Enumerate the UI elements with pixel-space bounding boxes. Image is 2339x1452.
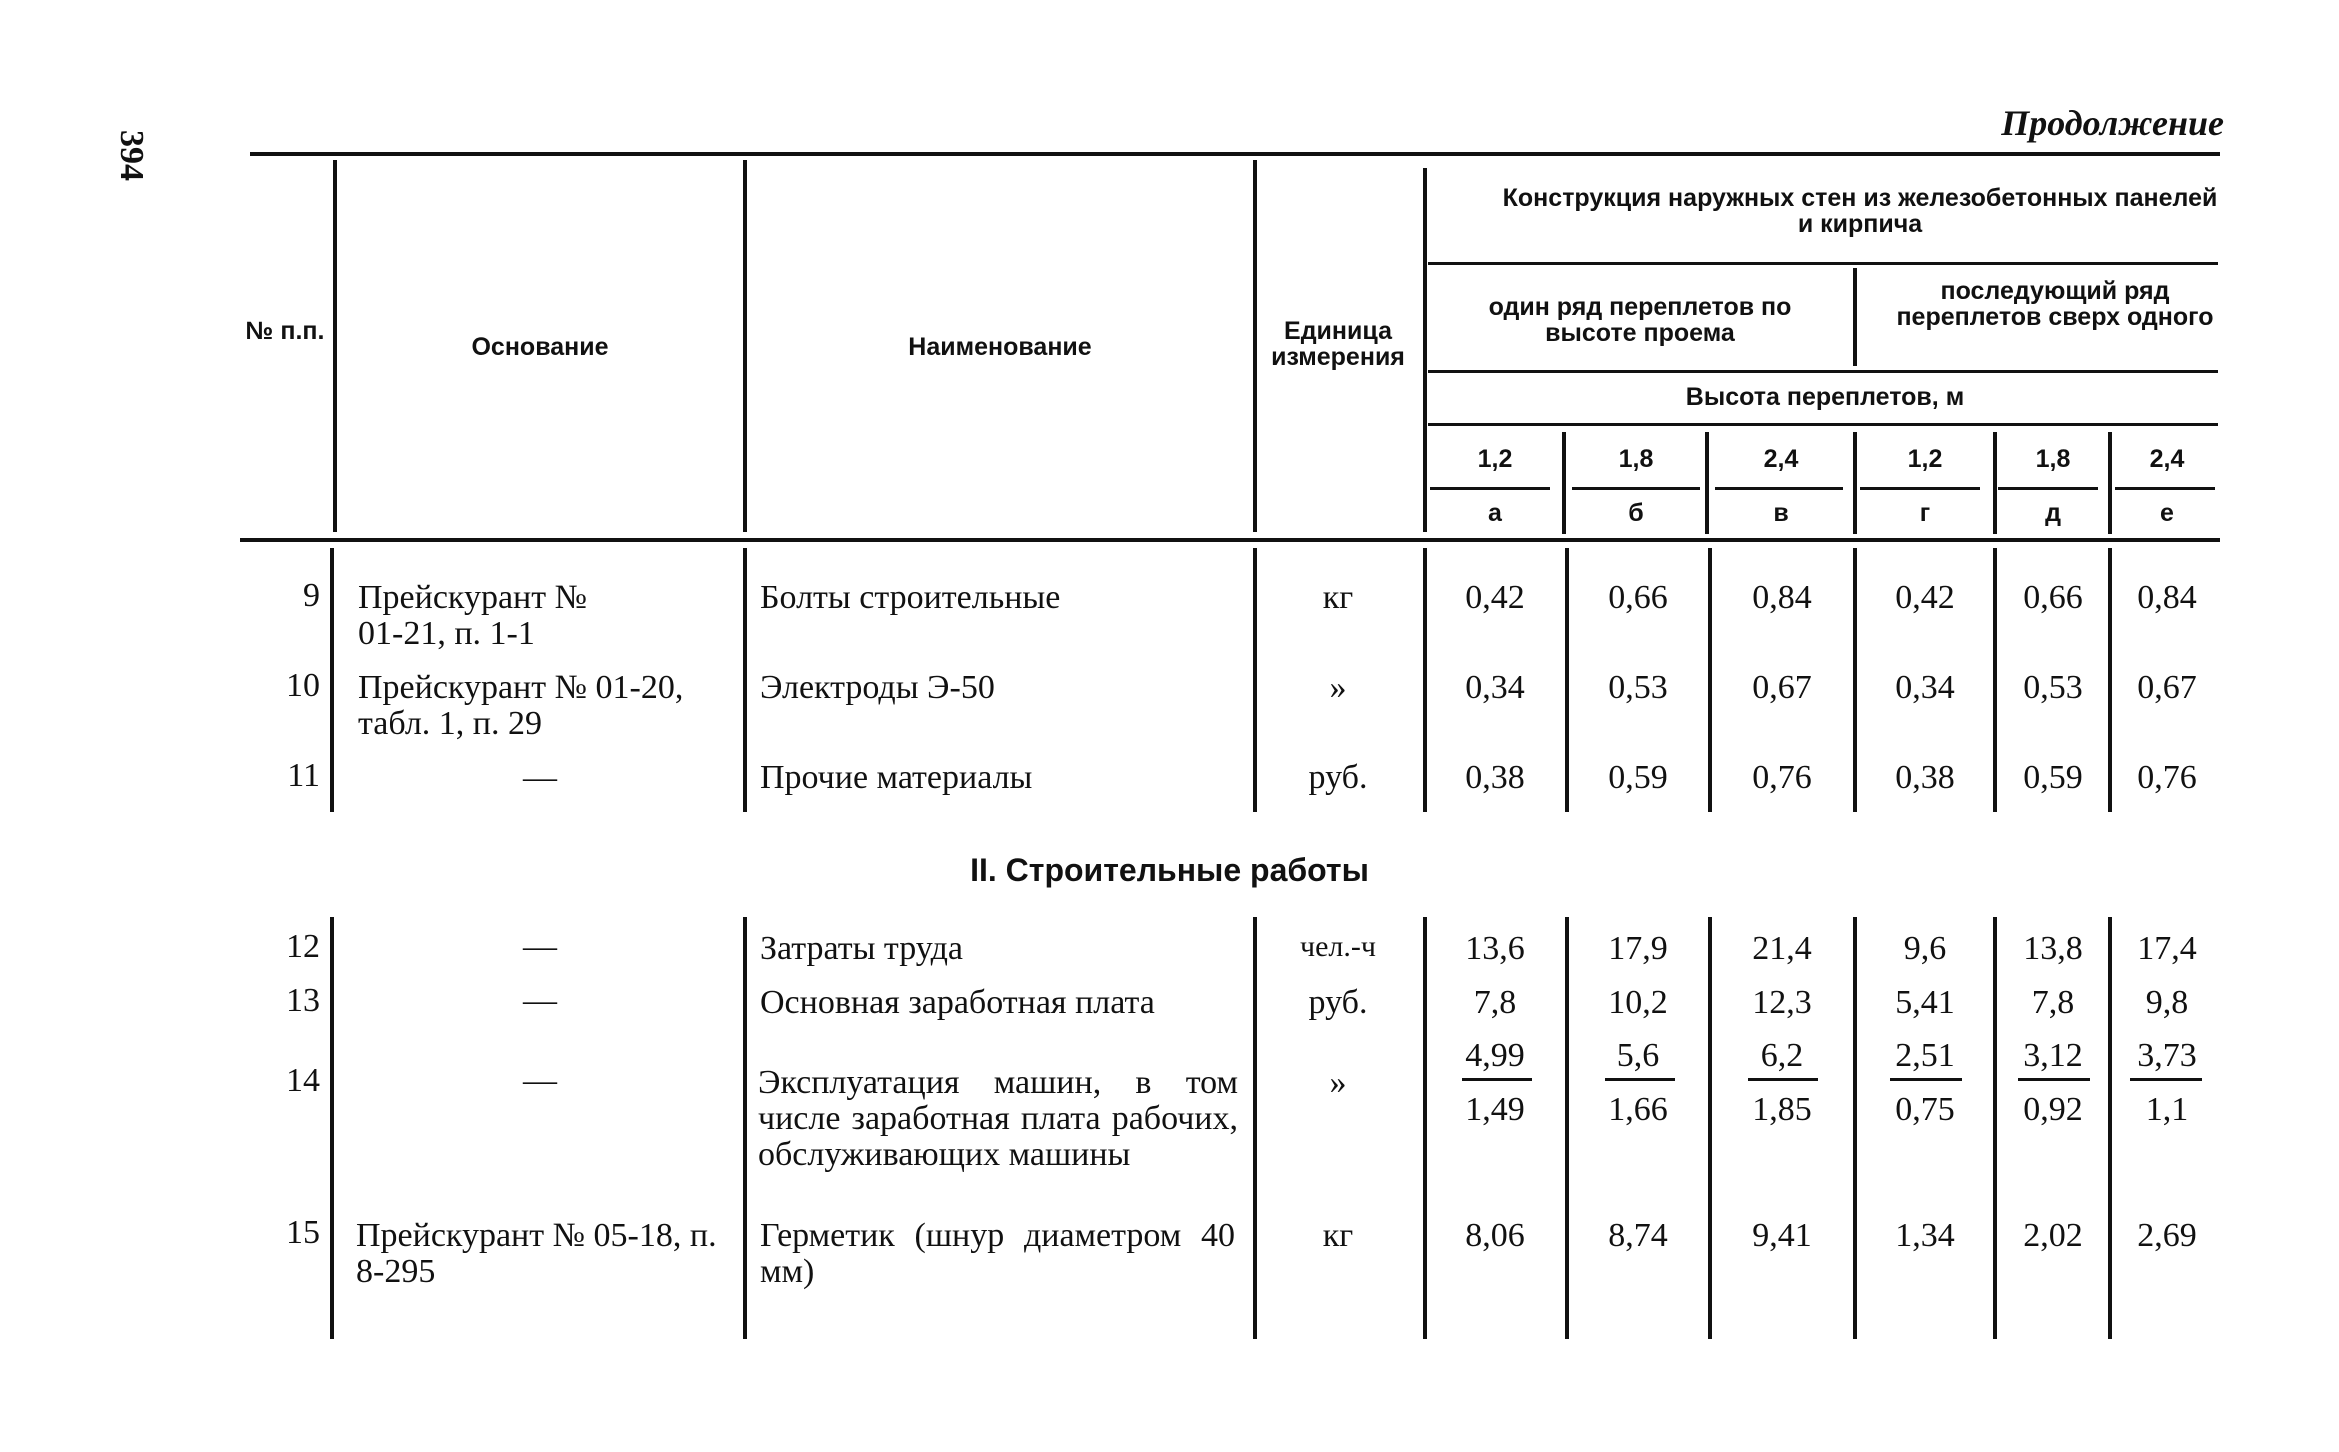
row-name: Прочие материалы bbox=[760, 759, 1033, 796]
row-basis: — bbox=[523, 1062, 557, 1099]
row-denominator: 1,85 bbox=[1752, 1091, 1812, 1128]
row-value: 17,9 bbox=[1608, 930, 1668, 967]
header-col-letter: е bbox=[2160, 499, 2174, 527]
row-value: 13,8 bbox=[2023, 930, 2083, 967]
row-value: 0,38 bbox=[1465, 759, 1525, 796]
vrule bbox=[2108, 917, 2112, 1339]
vrule bbox=[1562, 432, 1566, 534]
vrule bbox=[1853, 917, 1857, 1339]
row-value: 0,84 bbox=[1752, 579, 1812, 616]
row-value: 0,67 bbox=[2137, 669, 2197, 706]
row-value: 0,42 bbox=[1465, 579, 1525, 616]
header-col-letter: г bbox=[1919, 499, 1931, 527]
row-value: 7,8 bbox=[1473, 984, 1517, 1021]
row-value: 0,34 bbox=[1465, 669, 1525, 706]
row-unit: чел.-ч bbox=[1300, 930, 1376, 963]
vrule bbox=[743, 160, 747, 532]
height-label-rule bbox=[1428, 423, 2218, 426]
vrule bbox=[1993, 432, 1997, 534]
row-value: 8,74 bbox=[1608, 1217, 1668, 1254]
fraction-bar bbox=[1890, 1078, 1962, 1081]
vrule bbox=[1423, 548, 1427, 812]
row-value: 2,69 bbox=[2137, 1217, 2197, 1254]
row-number: 9 bbox=[303, 577, 320, 614]
row-number: 13 bbox=[286, 982, 320, 1019]
row-number: 14 bbox=[286, 1062, 320, 1099]
row-name: Герметик (шнур диаметром 40 мм) bbox=[760, 1217, 1235, 1290]
height-values-rule-2 bbox=[1572, 487, 1700, 490]
row-value: 1,34 bbox=[1895, 1217, 1955, 1254]
vrule bbox=[1708, 917, 1712, 1339]
row-name: Эксплуатация машин, в том числе заработная плата рабочих, обслуживающих машины bbox=[758, 1064, 1238, 1174]
vrule bbox=[2108, 548, 2112, 812]
vrule bbox=[1705, 432, 1709, 534]
row-value: 8,06 bbox=[1465, 1217, 1525, 1254]
vrule bbox=[333, 160, 337, 532]
header-height-value: 2,4 bbox=[2149, 445, 2185, 473]
section-title: II. Строительные работы bbox=[970, 852, 1369, 888]
row-value: 9,6 bbox=[1903, 930, 1947, 967]
row-basis: — bbox=[523, 928, 557, 965]
fraction-bar bbox=[2018, 1078, 2090, 1081]
row-unit: руб. bbox=[1308, 984, 1368, 1021]
row-number: 11 bbox=[287, 757, 320, 794]
row-numerator: 6,2 bbox=[1760, 1037, 1804, 1074]
group-rule bbox=[1428, 262, 2218, 265]
vrule bbox=[1565, 917, 1569, 1339]
row-basis: Прейскурант № 01-20, табл. 1, п. 29 bbox=[358, 669, 684, 742]
row-value: 0,34 bbox=[1895, 669, 1955, 706]
header-col-letter: в bbox=[1773, 499, 1789, 527]
header-col-letter: а bbox=[1488, 499, 1502, 527]
header-height-value: 2,4 bbox=[1763, 445, 1799, 473]
row-value: 0,53 bbox=[1608, 669, 1668, 706]
row-number: 10 bbox=[286, 667, 320, 704]
header-height-value: 1,8 bbox=[1618, 445, 1654, 473]
fraction-bar bbox=[1748, 1078, 1818, 1081]
vrule bbox=[330, 917, 334, 1339]
row-basis: — bbox=[523, 982, 557, 1019]
row-value: 0,67 bbox=[1752, 669, 1812, 706]
row-value: 0,59 bbox=[1608, 759, 1668, 796]
vrule bbox=[1853, 432, 1857, 534]
row-numerator: 5,6 bbox=[1616, 1037, 1660, 1074]
row-value: 12,3 bbox=[1752, 984, 1812, 1021]
row-value: 5,41 bbox=[1895, 984, 1955, 1021]
row-value: 7,8 bbox=[2031, 984, 2075, 1021]
row-value: 0,53 bbox=[2023, 669, 2083, 706]
continuation-label: Продолжение bbox=[2001, 103, 2224, 143]
vrule bbox=[743, 917, 747, 1339]
vrule bbox=[1993, 548, 1997, 812]
vrule bbox=[1253, 548, 1257, 812]
row-value: 0,59 bbox=[2023, 759, 2083, 796]
row-unit: » bbox=[1329, 669, 1347, 706]
vrule bbox=[1853, 548, 1857, 812]
row-value: 0,66 bbox=[2023, 579, 2083, 616]
row-value: 9,8 bbox=[2145, 984, 2189, 1021]
vrule bbox=[330, 548, 334, 812]
row-unit: руб. bbox=[1308, 759, 1368, 796]
row-name: Болты строительные bbox=[760, 579, 1061, 616]
height-values-rule-4 bbox=[1860, 487, 1980, 490]
row-number: 15 bbox=[286, 1214, 320, 1251]
row-numerator: 2,51 bbox=[1895, 1037, 1955, 1074]
row-value: 0,38 bbox=[1895, 759, 1955, 796]
vrule bbox=[1253, 160, 1257, 532]
header-col-no: № п.п. bbox=[245, 317, 325, 345]
row-denominator: 0,75 bbox=[1895, 1091, 1955, 1128]
height-values-rule-5 bbox=[1998, 487, 2098, 490]
vrule bbox=[2108, 432, 2112, 534]
row-name: Электроды Э-50 bbox=[760, 669, 995, 706]
row-numerator: 3,12 bbox=[2023, 1037, 2083, 1074]
fraction-bar bbox=[2130, 1078, 2202, 1081]
row-denominator: 1,1 bbox=[2145, 1091, 2189, 1128]
vrule bbox=[1708, 548, 1712, 812]
subgroup-rule bbox=[1428, 370, 2218, 373]
row-value: 21,4 bbox=[1752, 930, 1812, 967]
row-denominator: 1,66 bbox=[1608, 1091, 1668, 1128]
row-numerator: 3,73 bbox=[2137, 1037, 2197, 1074]
header-subgroup-1: один ряд переплетов по высоте проема bbox=[1488, 293, 1792, 348]
row-denominator: 1,49 bbox=[1465, 1091, 1525, 1128]
height-values-rule-6 bbox=[2115, 487, 2215, 490]
row-value: 0,84 bbox=[2137, 579, 2197, 616]
row-denominator: 0,92 bbox=[2023, 1091, 2083, 1128]
height-values-rule-1 bbox=[1430, 487, 1550, 490]
header-col-letter: б bbox=[1628, 499, 1644, 527]
row-value: 17,4 bbox=[2137, 930, 2197, 967]
row-numerator: 4,99 bbox=[1465, 1037, 1525, 1074]
row-value: 0,76 bbox=[2137, 759, 2197, 796]
header-height-value: 1,2 bbox=[1907, 445, 1943, 473]
header-col-letter: д bbox=[2045, 499, 2061, 527]
vrule bbox=[1565, 548, 1569, 812]
fraction-bar bbox=[1605, 1078, 1675, 1081]
table-top-rule bbox=[250, 152, 2220, 156]
row-name: Затраты труда bbox=[760, 930, 964, 967]
header-col-name: Наименование bbox=[908, 333, 1092, 361]
vrule bbox=[1423, 917, 1427, 1339]
header-group-title: Конструкция наружных стен из железобетонных панелей и кирпича bbox=[1502, 184, 2218, 239]
row-value: 2,02 bbox=[2023, 1217, 2083, 1254]
vrule bbox=[743, 548, 747, 812]
header-height-value: 1,2 bbox=[1477, 445, 1513, 473]
header-subgroup-2: последующий ряд переплетов сверх одного bbox=[1896, 277, 2214, 332]
vrule bbox=[1853, 268, 1857, 366]
vrule bbox=[1253, 917, 1257, 1339]
row-value: 10,2 bbox=[1608, 984, 1668, 1021]
page-number: 394 bbox=[113, 130, 150, 181]
row-unit: кг bbox=[1322, 1217, 1354, 1254]
row-basis: Прейскурант № 05-18, п. 8-295 bbox=[356, 1217, 717, 1290]
fraction-bar bbox=[1462, 1078, 1532, 1081]
vrule bbox=[1423, 168, 1427, 532]
header-col-unit: Единица измерения bbox=[1271, 317, 1405, 372]
row-value: 0,76 bbox=[1752, 759, 1812, 796]
header-height-label: Высота переплетов, м bbox=[1685, 383, 1965, 411]
row-basis: — bbox=[523, 759, 557, 796]
row-value: 9,41 bbox=[1752, 1217, 1812, 1254]
row-value: 0,66 bbox=[1608, 579, 1668, 616]
height-values-rule-3 bbox=[1715, 487, 1843, 490]
row-value: 13,6 bbox=[1465, 930, 1525, 967]
row-unit: » bbox=[1329, 1064, 1347, 1101]
header-height-value: 1,8 bbox=[2035, 445, 2071, 473]
row-value: 0,42 bbox=[1895, 579, 1955, 616]
row-name: Основная заработная плата bbox=[760, 984, 1155, 1021]
header-col-basis: Основание bbox=[471, 333, 609, 361]
row-unit: кг bbox=[1322, 579, 1354, 616]
vrule bbox=[1993, 917, 1997, 1339]
header-bottom-rule bbox=[240, 538, 2220, 542]
row-basis: Прейскурант № 01-21, п. 1-1 bbox=[358, 579, 588, 652]
row-number: 12 bbox=[286, 928, 320, 965]
